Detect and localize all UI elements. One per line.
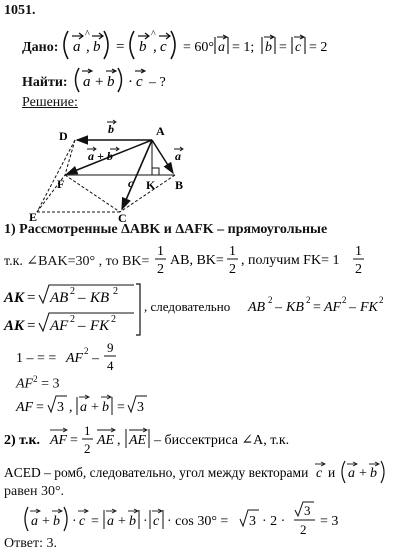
svg-text:·: · <box>128 74 133 90</box>
svg-text:=: = <box>36 400 44 415</box>
step1-ak-equations <box>2 282 398 338</box>
svg-text:AF: AF <box>66 351 84 366</box>
step2-formula <box>20 500 365 538</box>
svg-text:,: , <box>153 39 157 55</box>
svg-text:KB: KB <box>90 290 110 306</box>
solution-label: Решение: <box>22 95 78 110</box>
vector-label: a <box>175 149 181 163</box>
svg-text:a: a <box>80 400 87 415</box>
svg-text:+: + <box>42 514 50 529</box>
svg-text:и: и <box>328 465 336 480</box>
find-label: Найти: <box>22 75 68 90</box>
svg-text:FK: FK <box>360 300 378 315</box>
point-label: C <box>118 211 127 225</box>
svg-text:3: 3 <box>137 400 144 415</box>
svg-text:3: 3 <box>304 503 311 518</box>
svg-text:= 1;: = 1; <box>232 40 255 55</box>
svg-text:b: b <box>53 514 60 529</box>
svg-text:1: 1 <box>157 244 164 259</box>
svg-text:b: b <box>370 466 377 481</box>
step1-calc2: $AF^2 = 3$ <box>16 374 60 392</box>
svg-text:a: a <box>83 74 91 90</box>
step1-fractions <box>155 243 395 277</box>
svg-text:AF: AF <box>50 318 69 334</box>
svg-text:1: 1 <box>84 423 91 438</box>
svg-text:AB, BK=: AB, BK= <box>170 253 224 268</box>
svg-text:1: 1 <box>229 244 236 259</box>
svg-text:2: 2 <box>300 522 307 537</box>
svg-text:2: 2 <box>355 262 362 277</box>
svg-text:2: 2 <box>70 286 75 297</box>
svg-text:b: b <box>102 400 109 415</box>
svg-text:=: = <box>27 318 36 334</box>
svg-text:AF: AF <box>50 433 68 448</box>
vector-label: c <box>128 176 134 190</box>
svg-text:AB: AB <box>50 290 69 306</box>
svg-text:2: 2 <box>157 262 164 277</box>
svg-text:, получим FK= 1: , получим FK= 1 <box>241 253 340 268</box>
svg-text:3: 3 <box>249 514 256 529</box>
vector-label: a + b <box>88 149 113 163</box>
point-label: B <box>175 178 184 192</box>
svg-text:a: a <box>73 39 81 55</box>
step1-heading: 1) Рассмотренные ΔABK и ΔAFK – прямоугольные <box>4 222 328 237</box>
svg-text:2: 2 <box>84 346 89 356</box>
vector-label: b <box>108 122 114 136</box>
svg-text:AF: AF <box>16 400 34 415</box>
svg-text:^: ^ <box>151 29 156 40</box>
find-formula <box>72 64 192 96</box>
svg-text:=: = <box>116 39 125 55</box>
svg-text:–: – <box>78 318 86 334</box>
svg-text:a: a <box>107 514 114 529</box>
svg-text:AK: AK <box>4 290 25 306</box>
point-label: F <box>57 177 65 191</box>
svg-text:4: 4 <box>107 358 114 373</box>
svg-text:1 – = =: 1 – = = <box>16 351 57 366</box>
svg-text:=: = <box>91 514 99 529</box>
svg-text:=: = <box>70 433 78 448</box>
step1-calc1 <box>14 340 144 374</box>
problem-number: 1051. <box>4 3 36 18</box>
svg-text:AE: AE <box>97 433 115 448</box>
step2-line3: равен 30°. <box>4 484 65 499</box>
svg-text:2: 2 <box>70 314 75 325</box>
svg-text:AB: AB <box>248 300 266 315</box>
svg-text:, следовательно: , следовательно <box>144 299 231 314</box>
point-label: K <box>146 178 156 192</box>
svg-text:c: c <box>153 514 160 529</box>
svg-text:FK: FK <box>90 318 110 334</box>
svg-text:=: = <box>27 290 36 306</box>
point-label: E <box>29 210 38 224</box>
step2-line1 <box>2 423 398 457</box>
svg-text:+: + <box>91 400 99 415</box>
svg-text:2: 2 <box>229 262 236 277</box>
svg-text:–: – <box>349 300 356 315</box>
svg-text:2: 2 <box>84 441 91 456</box>
svg-text:–: – <box>275 300 282 315</box>
svg-text:2: 2 <box>379 295 384 305</box>
given-label: Дано: <box>22 40 59 55</box>
svg-text:= 2: = 2 <box>309 40 328 55</box>
svg-text:2: 2 <box>111 314 116 325</box>
svg-text:b: b <box>93 39 101 55</box>
svg-text:1: 1 <box>355 244 362 259</box>
svg-text:9: 9 <box>107 340 114 355</box>
svg-text:= 3: = 3 <box>320 514 339 529</box>
svg-text:b: b <box>129 514 136 529</box>
svg-text:= 60°: = 60° <box>183 40 214 55</box>
svg-text:,: , <box>69 400 73 415</box>
svg-text:2: 2 <box>342 295 347 305</box>
step1-calc3 <box>14 391 164 419</box>
point-label: A <box>156 124 165 138</box>
svg-text:ACED – ромб, следовательно, уг: ACED – ромб, следовательно, угол между векторами <box>4 465 309 480</box>
svg-text:c: c <box>160 39 167 55</box>
svg-text:– биссектриса ∠A, т.к.: – биссектриса ∠A, т.к. <box>154 433 290 448</box>
step2-line2 <box>2 457 398 485</box>
svg-text:·: · <box>143 514 148 529</box>
svg-text:,: , <box>117 433 121 448</box>
svg-text:·: · <box>72 514 77 529</box>
svg-text:– ?: – ? <box>149 75 166 90</box>
step1-trig-prefix: т.к. ∠BAK=30° , то BK= <box>4 254 150 269</box>
svg-text:+: + <box>359 466 367 481</box>
svg-text:+: + <box>95 74 104 90</box>
svg-text:+: + <box>118 514 126 529</box>
svg-text:3: 3 <box>57 400 64 415</box>
point-label: D <box>59 129 68 143</box>
svg-text:–: – <box>92 351 99 366</box>
svg-text:^: ^ <box>85 29 90 40</box>
geometry-figure <box>0 112 210 225</box>
given-lengths-formula <box>212 32 387 60</box>
svg-text:=: = <box>313 300 321 315</box>
svg-text:· cos 30° =: · cos 30° = <box>167 514 229 529</box>
svg-text:· 2 ·: · 2 · <box>262 514 286 529</box>
svg-text:AE: AE <box>129 433 147 448</box>
svg-text:b: b <box>139 39 147 55</box>
svg-text:AK: AK <box>4 318 25 334</box>
svg-text:–: – <box>78 290 86 306</box>
svg-text:,: , <box>86 39 90 55</box>
svg-text:b: b <box>265 40 272 55</box>
svg-text:=: = <box>117 400 125 415</box>
svg-text:2: 2 <box>268 295 273 305</box>
svg-text:c: c <box>79 514 86 529</box>
given-angle-formula <box>60 25 214 65</box>
svg-text:a: a <box>218 40 225 55</box>
svg-text:c: c <box>316 466 323 481</box>
answer: Ответ: 3. <box>4 536 57 551</box>
svg-text:b: b <box>107 74 115 90</box>
svg-text:2: 2 <box>306 295 311 305</box>
svg-text:c: c <box>136 74 143 90</box>
svg-text:2: 2 <box>113 286 118 297</box>
svg-text:a: a <box>348 466 355 481</box>
svg-text:2) т.к.: 2) т.к. <box>4 433 41 448</box>
svg-text:a: a <box>31 514 38 529</box>
svg-text:AF: AF <box>324 300 342 315</box>
svg-text:=: = <box>279 40 287 55</box>
svg-text:c: c <box>295 40 302 55</box>
svg-text:KB: KB <box>286 300 304 315</box>
